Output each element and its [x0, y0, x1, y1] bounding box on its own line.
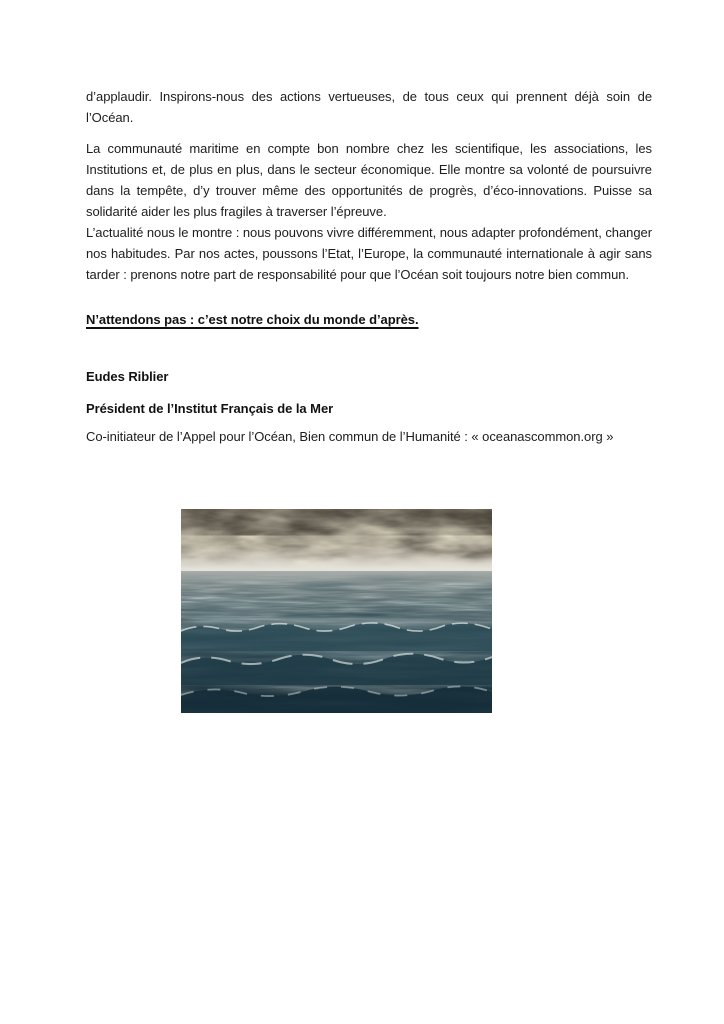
emphasis-line: N’attendons pas : c’est notre choix du monde d’après. — [86, 312, 419, 327]
author-title: Président de l’Institut Français de la Mer — [86, 401, 334, 416]
paragraph-2: La communauté maritime en compte bon nombre chez les scientifique, les associations, les Institutions et, de plus en plus, dans le secteur économique. Elle montre sa volonté de poursuivre dans la tempête, d’y trouver même des opportunités de progrès, d’éco-innovations. Puisse sa solidarité aider les plus fragiles à traverser l’épreuve. — [86, 141, 652, 219]
author-name: Eudes Riblier — [86, 369, 169, 384]
paragraph-1: d’applaudir. Inspirons-nous des actions vertueuses, de tous ceux qui prennent déjà soin de l’Océan. — [86, 89, 652, 125]
ocean-photo — [181, 509, 492, 713]
ocean-photo-art — [181, 509, 492, 713]
author-role: Co-initiateur de l’Appel pour l’Océan, Bien commun de l’Humanité : « oceanascommon.org » — [86, 429, 614, 444]
paragraph-3: L’actualité nous le montre : nous pouvons vivre différemment, nous adapter profondément, changer nos habitudes. Par nos actes, poussons l’Etat, l’Europe, la communauté internationale à agir sans tarder : prenons notre part de responsabilité pour que l’Océan soit toujours notre bien commun. — [86, 225, 652, 282]
